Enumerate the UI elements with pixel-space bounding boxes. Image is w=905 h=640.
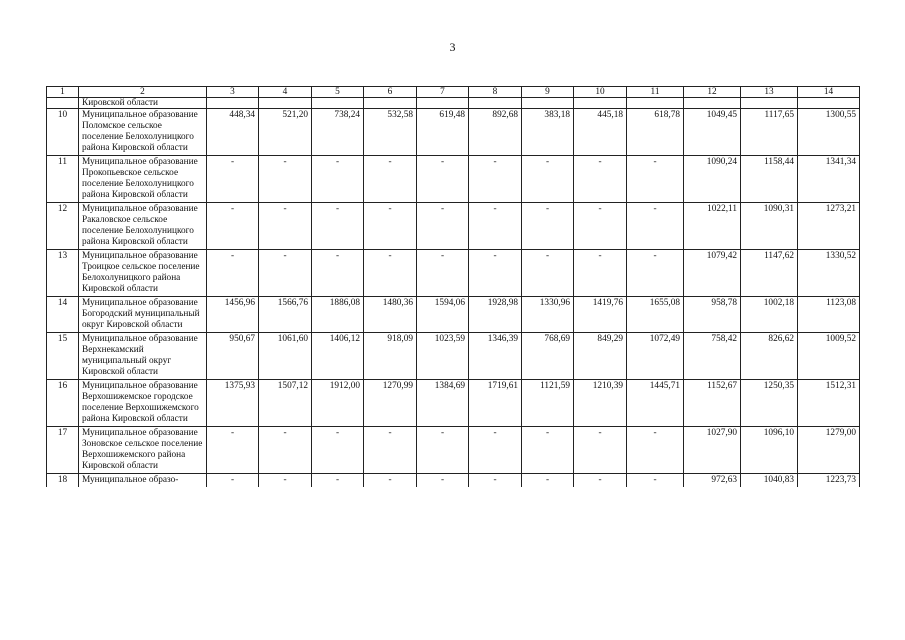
value-cell: -: [207, 203, 259, 250]
table-row: [47, 474, 860, 488]
value-cell: 445,18: [574, 109, 627, 156]
column-header: 12: [684, 87, 741, 98]
value-cell: 532,58: [364, 109, 417, 156]
value-cell: 1341,34: [798, 156, 860, 203]
empty-cell: [574, 98, 627, 109]
row-name: Муниципальное образование Богородский муниципальный округ Кировской области: [79, 297, 207, 333]
value-cell: 1090,24: [684, 156, 741, 203]
value-cell: 1040,83: [741, 474, 798, 488]
row-name: Муниципальное образо-: [79, 474, 207, 488]
table-row: [47, 333, 860, 380]
row-index: 10: [47, 109, 79, 156]
value-cell: -: [627, 250, 684, 297]
value-cell: 892,68: [469, 109, 522, 156]
value-cell: 738,24: [312, 109, 364, 156]
value-cell: 1384,69: [417, 380, 469, 427]
column-header: 4: [259, 87, 312, 98]
value-cell: 1072,49: [627, 333, 684, 380]
row-index: 11: [47, 156, 79, 203]
value-cell: 958,78: [684, 297, 741, 333]
value-cell: 618,78: [627, 109, 684, 156]
value-cell: 1445,71: [627, 380, 684, 427]
row-name: Муниципальное образование Троицкое сельское поселение Белохолуницкого района Кировской области: [79, 250, 207, 297]
value-cell: 1330,96: [522, 297, 574, 333]
value-cell: 1655,08: [627, 297, 684, 333]
value-cell: -: [207, 156, 259, 203]
value-cell: -: [259, 156, 312, 203]
value-cell: -: [364, 427, 417, 474]
value-cell: 1507,12: [259, 380, 312, 427]
value-cell: 1061,60: [259, 333, 312, 380]
row-index: 15: [47, 333, 79, 380]
value-cell: 768,69: [522, 333, 574, 380]
column-header: 13: [741, 87, 798, 98]
table-row: [47, 156, 860, 203]
empty-cell: [741, 98, 798, 109]
value-cell: -: [469, 474, 522, 488]
value-cell: -: [627, 427, 684, 474]
table-row: [47, 297, 860, 333]
value-cell: 1117,65: [741, 109, 798, 156]
value-cell: 448,34: [207, 109, 259, 156]
value-cell: -: [574, 474, 627, 488]
value-cell: 849,29: [574, 333, 627, 380]
value-cell: 383,18: [522, 109, 574, 156]
value-cell: -: [574, 427, 627, 474]
empty-cell: [207, 98, 259, 109]
value-cell: 521,20: [259, 109, 312, 156]
value-cell: 1002,18: [741, 297, 798, 333]
value-cell: -: [469, 250, 522, 297]
empty-cell: [417, 98, 469, 109]
column-header: 11: [627, 87, 684, 98]
value-cell: -: [574, 203, 627, 250]
value-cell: -: [574, 250, 627, 297]
value-cell: -: [207, 250, 259, 297]
value-cell: -: [312, 474, 364, 488]
value-cell: 1566,76: [259, 297, 312, 333]
tariff-table: [46, 86, 860, 487]
value-cell: 1300,55: [798, 109, 860, 156]
column-header: 3: [207, 87, 259, 98]
value-cell: -: [364, 203, 417, 250]
row-name: Муниципальное образование Поломское сельское поселение Белохолуницкого района Кировской области: [79, 109, 207, 156]
empty-cell: [684, 98, 741, 109]
row-index: 13: [47, 250, 79, 297]
value-cell: 1022,11: [684, 203, 741, 250]
value-cell: 1346,39: [469, 333, 522, 380]
value-cell: -: [469, 156, 522, 203]
value-cell: 1928,98: [469, 297, 522, 333]
value-cell: 1009,52: [798, 333, 860, 380]
value-cell: -: [207, 474, 259, 488]
value-cell: 1121,59: [522, 380, 574, 427]
row-name: Муниципальное образование Ракаловское сельское поселение Белохолуницкого района Кировской области: [79, 203, 207, 250]
value-cell: 1079,42: [684, 250, 741, 297]
table-body: [47, 87, 860, 488]
value-cell: -: [312, 250, 364, 297]
value-cell: 1210,39: [574, 380, 627, 427]
value-cell: -: [417, 203, 469, 250]
table-row: [47, 203, 860, 250]
column-header: 14: [798, 87, 860, 98]
value-cell: 1456,96: [207, 297, 259, 333]
value-cell: -: [522, 203, 574, 250]
column-header: 6: [364, 87, 417, 98]
value-cell: -: [627, 474, 684, 488]
row-name: Муниципальное образование Верхнекамский муниципальный округ Кировской области: [79, 333, 207, 380]
row-index: 18: [47, 474, 79, 488]
value-cell: 918,09: [364, 333, 417, 380]
column-header: 2: [79, 87, 207, 98]
value-cell: -: [417, 250, 469, 297]
value-cell: -: [417, 427, 469, 474]
row-index: [47, 98, 79, 109]
value-cell: 1090,31: [741, 203, 798, 250]
row-name: Муниципальное образование Зоновское сельское поселение Верхошижемского района Кировской области: [79, 427, 207, 474]
value-cell: 1158,44: [741, 156, 798, 203]
row-index: 16: [47, 380, 79, 427]
empty-cell: [312, 98, 364, 109]
row-name: Муниципальное образование Прокопьевское сельское поселение Белохолуницкого района Кировской области: [79, 156, 207, 203]
column-header: 9: [522, 87, 574, 98]
column-header: 10: [574, 87, 627, 98]
value-cell: 758,42: [684, 333, 741, 380]
column-header: 8: [469, 87, 522, 98]
value-cell: -: [469, 427, 522, 474]
value-cell: -: [312, 156, 364, 203]
value-cell: -: [364, 156, 417, 203]
table-row: [47, 427, 860, 474]
value-cell: 950,67: [207, 333, 259, 380]
page-number: 3: [449, 40, 456, 54]
value-cell: 1147,62: [741, 250, 798, 297]
value-cell: -: [312, 203, 364, 250]
value-cell: 1223,73: [798, 474, 860, 488]
value-cell: 1912,00: [312, 380, 364, 427]
table-row: [47, 250, 860, 297]
row-index: 17: [47, 427, 79, 474]
value-cell: 619,48: [417, 109, 469, 156]
value-cell: 1594,06: [417, 297, 469, 333]
value-cell: -: [469, 203, 522, 250]
column-header: 1: [47, 87, 79, 98]
value-cell: 1279,00: [798, 427, 860, 474]
empty-cell: [522, 98, 574, 109]
table-row: [47, 380, 860, 427]
empty-cell: [259, 98, 312, 109]
header-row: [47, 87, 860, 98]
value-cell: 1480,36: [364, 297, 417, 333]
value-cell: 1419,76: [574, 297, 627, 333]
value-cell: 1406,12: [312, 333, 364, 380]
value-cell: 1273,21: [798, 203, 860, 250]
empty-cell: [364, 98, 417, 109]
value-cell: -: [259, 427, 312, 474]
value-cell: -: [312, 427, 364, 474]
value-cell: 1512,31: [798, 380, 860, 427]
row-name: Муниципальное образование Верхошижемское городское поселение Верхошижемского района Кировской области: [79, 380, 207, 427]
value-cell: -: [627, 156, 684, 203]
value-cell: -: [417, 156, 469, 203]
value-cell: -: [522, 250, 574, 297]
value-cell: 1096,10: [741, 427, 798, 474]
row-index: 14: [47, 297, 79, 333]
value-cell: -: [574, 156, 627, 203]
value-cell: -: [522, 474, 574, 488]
value-cell: 1152,67: [684, 380, 741, 427]
value-cell: 972,63: [684, 474, 741, 488]
value-cell: 1270,99: [364, 380, 417, 427]
row-index: 12: [47, 203, 79, 250]
value-cell: 1330,52: [798, 250, 860, 297]
row-name: Кировской области: [79, 98, 207, 109]
value-cell: -: [207, 427, 259, 474]
value-cell: -: [364, 250, 417, 297]
empty-cell: [469, 98, 522, 109]
value-cell: -: [259, 250, 312, 297]
table-row: [47, 109, 860, 156]
value-cell: 1049,45: [684, 109, 741, 156]
value-cell: -: [627, 203, 684, 250]
value-cell: -: [364, 474, 417, 488]
empty-cell: [627, 98, 684, 109]
value-cell: 1886,08: [312, 297, 364, 333]
value-cell: 1027,90: [684, 427, 741, 474]
value-cell: 1375,93: [207, 380, 259, 427]
value-cell: -: [259, 474, 312, 488]
column-header: 5: [312, 87, 364, 98]
value-cell: 1719,61: [469, 380, 522, 427]
value-cell: -: [522, 427, 574, 474]
value-cell: -: [259, 203, 312, 250]
value-cell: -: [522, 156, 574, 203]
value-cell: 1023,59: [417, 333, 469, 380]
value-cell: 1250,35: [741, 380, 798, 427]
continuation-row: [47, 98, 860, 109]
column-header: 7: [417, 87, 469, 98]
value-cell: 826,62: [741, 333, 798, 380]
empty-cell: [798, 98, 860, 109]
value-cell: 1123,08: [798, 297, 860, 333]
value-cell: -: [417, 474, 469, 488]
